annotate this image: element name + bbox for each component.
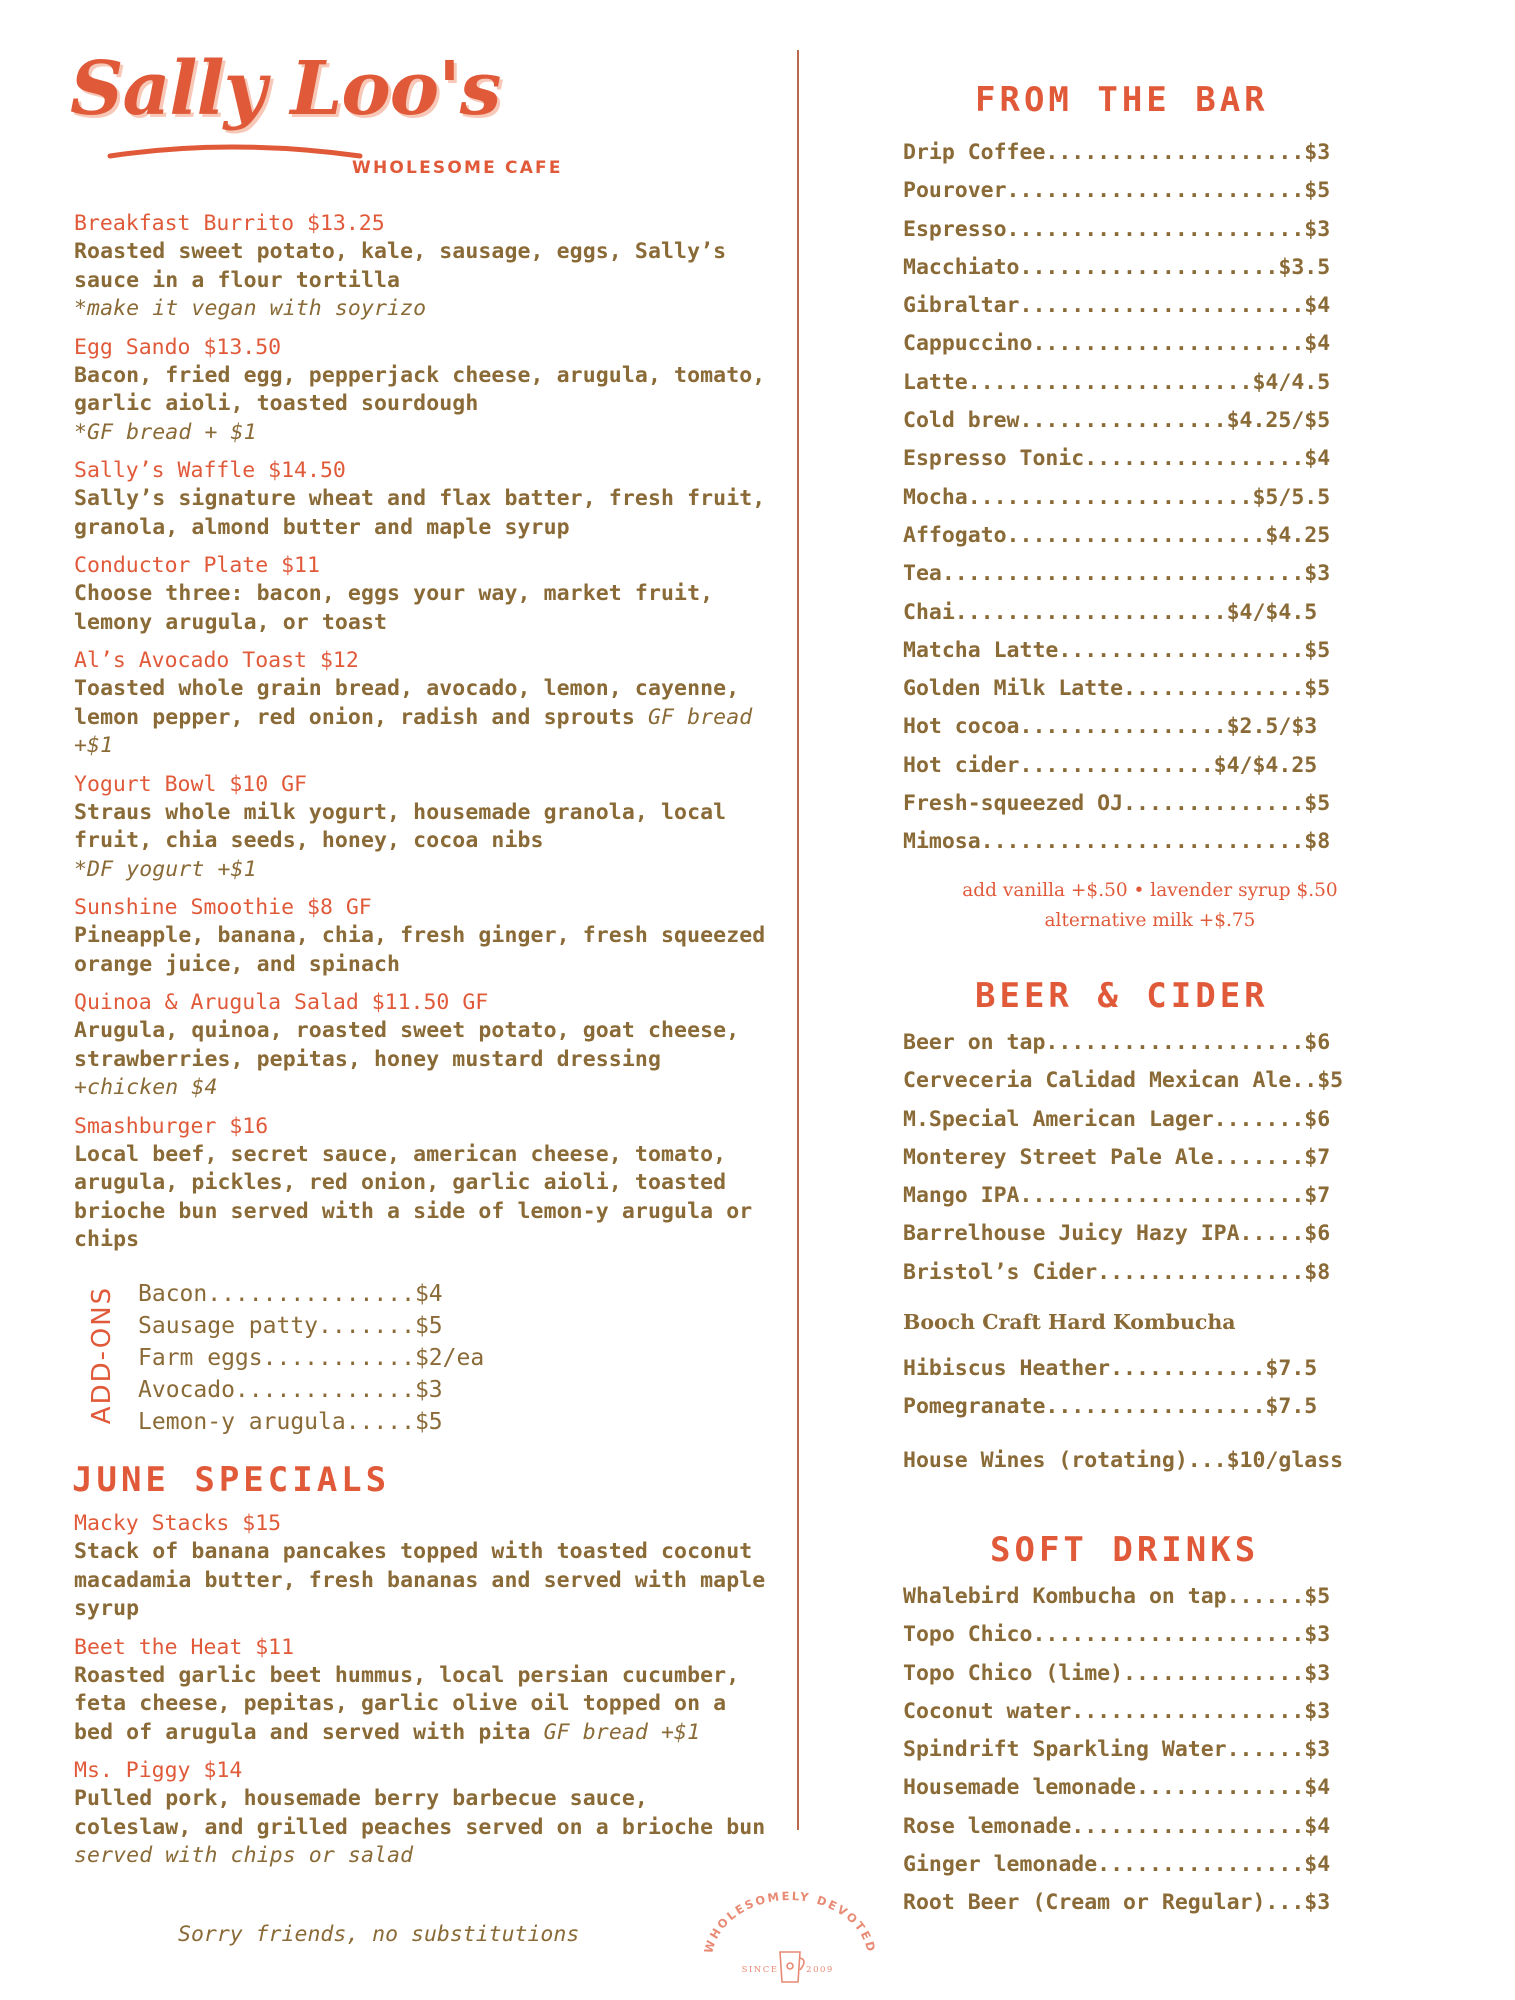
menu-item-desc — [74, 922, 774, 979]
bar-addon-line2: alternative milk +$.75 — [1044, 910, 1256, 931]
menu-item — [74, 1757, 774, 1871]
menu-item-desc — [74, 1141, 774, 1255]
drink-row: Hot cocoa................$2.5/$3 — [903, 714, 1318, 740]
drink-row: Tea............................$3 — [903, 561, 1331, 587]
menu-item-title: Egg Sando $13.50 — [74, 334, 282, 360]
addons-list — [138, 1278, 484, 1438]
drink-row: Barrelhouse Juicy Hazy IPA.....$6 — [903, 1221, 1331, 1247]
drink-row: Rose lemonade..................$4 — [903, 1813, 1331, 1839]
menu-item-desc-text: Bacon, fried egg, pepperjack cheese, arugula, tomato, garlic aioli, toasted sourdough — [74, 362, 766, 416]
drink-row: Cold brew................$4.25/$5 — [903, 408, 1331, 434]
drink-row: Drip Coffee....................$3 — [903, 140, 1331, 165]
booch-heading: Booch Craft Hard Kombucha — [903, 1310, 1236, 1334]
cafe-logo — [70, 46, 563, 186]
drink-row: Pourover.......................$5 — [903, 178, 1331, 204]
menu-item — [74, 1113, 774, 1255]
menu-item-desc — [74, 675, 774, 761]
pitcher-icon — [780, 1952, 804, 1982]
seal-top-text: WHOLESOMELY DEVOTED — [701, 1890, 879, 1955]
menu-item-title: Ms. Piggy $14 — [74, 1758, 243, 1783]
drink-row: Whalebird Kombucha on tap......$5 — [903, 1584, 1331, 1609]
menu-item-note: GF bread +$1 — [74, 704, 753, 758]
drink-row: Golden Milk Latte..............$5 — [903, 676, 1331, 702]
menu-item-note: *GF bread + $1 — [74, 419, 257, 445]
drink-row: Cerveceria Calidad Mexican Ale..$5 — [903, 1068, 1344, 1094]
drink-row: Pomegranate.................$7.5 — [903, 1394, 1318, 1420]
menu-item-desc — [74, 485, 774, 542]
drink-row: M.Special American Lager.......$6 — [903, 1106, 1331, 1132]
footer-note: Sorry friends, no substitutions — [178, 1922, 580, 1947]
menu-item-title: Quinoa & Arugula Salad $11.50 GF — [74, 990, 489, 1015]
menu-item-desc — [74, 1785, 774, 1871]
soft-drink-list — [903, 1578, 1423, 1923]
drink-row: Coconut water..................$3 — [903, 1698, 1331, 1724]
menu-item — [74, 989, 774, 1103]
menu-item — [74, 771, 774, 885]
seal-year: 2009 — [806, 1965, 834, 1975]
drink-row: Matcha Latte...................$5 — [903, 637, 1331, 663]
svg-text:WHOLESOMELY DEVOTED — [701, 1890, 878, 1955]
menu-item-desc-text: Sally’s signature wheat and flax batter, fresh fruit, granola, almond butter and maple syrup — [74, 486, 766, 540]
menu-item-title: Macky Stacks $15 — [74, 1511, 282, 1536]
menu-item-desc-text: Straus whole milk yogurt, housemade granola, local fruit, chia seeds, honey, cocoa nibs — [74, 799, 727, 853]
menu-item-desc-text: Roasted sweet potato, kale, sausage, eggs, Sally’s sauce in a flour tortilla — [74, 239, 727, 293]
addon-row: Bacon...............$4 — [138, 1281, 443, 1307]
bar-heading: FROM THE BAR — [975, 80, 1269, 120]
menu-item-note: +chicken $4 — [74, 1075, 218, 1100]
menu-item — [74, 1510, 774, 1624]
menu-item-desc — [74, 799, 774, 856]
drink-row: Espresso.......................$3 — [903, 216, 1331, 242]
menu-item-note: *make it vegan with soyrizo — [74, 296, 427, 321]
menu-item-desc — [74, 238, 774, 295]
addon-row: Sausage patty.......$5 — [138, 1313, 443, 1339]
drink-row: Cappuccino.....................$4 — [903, 331, 1331, 357]
menu-item-title: Al’s Avocado Toast $12 — [74, 648, 359, 673]
menu-item — [74, 552, 774, 637]
drink-row: Bristol’s Cider................$8 — [903, 1259, 1331, 1285]
menu-item-desc-text: Arugula, quinoa, roasted sweet potato, goat cheese, strawberries, pepitas, honey mustard dressing — [74, 1018, 740, 1072]
menu-item-note: GF bread +$1 — [543, 1719, 701, 1745]
menu-item-desc-text: Toasted whole grain bread, avocado, lemon, cayenne, lemon pepper, red onion, radish and sprouts — [74, 676, 740, 730]
drink-row: Monterey Street Pale Ale.......$7 — [903, 1144, 1331, 1170]
bar-addon-note — [900, 876, 1400, 936]
menu-item-title: Smashburger $16 — [74, 1113, 269, 1139]
drink-row: Ginger lemonade................$4 — [903, 1852, 1331, 1878]
column-divider — [797, 50, 799, 1830]
drink-row: Mimosa.........................$8 — [903, 829, 1331, 855]
menu-item-desc — [74, 580, 774, 637]
menu-item-desc — [74, 1538, 774, 1624]
menu-item-desc-text: Local beef, secret sauce, american cheese, tomato, arugula, pickles, red onion, garlic aioli, toasted brioche bun served with a side of lemon-y arugula or chips — [74, 1141, 753, 1252]
menu-item-title: Breakfast Burrito $13.25 — [74, 211, 385, 236]
food-menu — [74, 210, 774, 1265]
drink-row: Macchiato....................$3.5 — [903, 254, 1331, 280]
menu-item-note: *DF yogurt +$1 — [74, 856, 257, 882]
addon-row: Avocado.............$3 — [138, 1377, 443, 1403]
menu-item-title: Sally’s Waffle $14.50 — [74, 458, 346, 483]
soft-drinks-heading: SOFT DRINKS — [990, 1530, 1260, 1570]
menu-item-desc-text: Roasted garlic beet hummus, local persian cucumber, feta cheese, pepitas, garlic olive oil topped on a bed of arugula and served with pita — [74, 1662, 740, 1745]
logo-script: Sally Loo's — [70, 46, 501, 132]
menu-item-desc-text: Stack of banana pancakes topped with toasted coconut macadamia butter, fresh bananas and served with maple syrup — [74, 1539, 766, 1621]
menu-item-title: Conductor Plate $11 — [74, 553, 320, 578]
addon-row: Lemon-y arugula.....$5 — [138, 1409, 443, 1435]
drink-row: Beer on tap....................$6 — [903, 1030, 1331, 1055]
house-wine-row: House Wines (rotating)...$10/glass — [903, 1448, 1344, 1473]
menu-item — [74, 647, 774, 761]
beer-drink-list — [903, 1024, 1423, 1292]
menu-item-desc-text: Choose three: bacon, eggs your way, market fruit, lemony arugula, or toast — [74, 581, 714, 635]
menu-item-desc-text: Pulled pork, housemade berry barbecue sauce, coleslaw, and grilled peaches served on a brioche bun — [74, 1786, 766, 1840]
menu-item — [74, 1634, 774, 1748]
seal-since: SINCE — [741, 1965, 779, 1975]
drink-row: Hot cider...............$4/$4.25 — [903, 752, 1318, 778]
wholesomely-devoted-seal — [690, 1890, 890, 1990]
drink-row: Mocha......................$5/5.5 — [903, 484, 1331, 510]
logo-subtitle: WHOLESOME CAFE — [352, 158, 563, 178]
drink-row: Latte......................$4/4.5 — [903, 369, 1331, 395]
specials-list — [74, 1510, 774, 1881]
drink-row: Housemade lemonade.............$4 — [903, 1775, 1331, 1801]
drink-row: Spindrift Sparkling Water......$3 — [903, 1737, 1331, 1763]
drink-row: Fresh-squeezed OJ..............$5 — [903, 791, 1331, 817]
menu-item — [74, 334, 774, 448]
drink-row: Affogato....................$4.25 — [903, 522, 1331, 548]
drink-row: Chai.....................$4/$4.5 — [903, 599, 1318, 625]
addon-row: Farm eggs...........$2/ea — [138, 1345, 485, 1371]
menu-item — [74, 894, 774, 979]
menu-item-desc-text: Pineapple, banana, chia, fresh ginger, fresh squeezed orange juice, and spinach — [74, 923, 766, 977]
menu-item-desc — [74, 1662, 774, 1748]
drink-row: Espresso Tonic.................$4 — [903, 446, 1331, 472]
menu-item — [74, 210, 774, 324]
drink-row: Hibiscus Heather............$7.5 — [903, 1356, 1318, 1381]
beer-heading: BEER & CIDER — [975, 976, 1269, 1016]
booch-drink-list — [903, 1350, 1423, 1427]
menu-item-title: Yogurt Bowl $10 GF — [74, 771, 307, 797]
bar-addon-line1: add vanilla +$.50 • lavender syrup $.50 — [962, 880, 1338, 901]
menu-item-desc — [74, 1017, 774, 1103]
drink-row: Root Beer (Cream or Regular)...$3 — [903, 1890, 1331, 1916]
specials-heading: JUNE SPECIALS — [72, 1460, 391, 1500]
bar-drink-list — [903, 134, 1423, 862]
menu-item-title: Sunshine Smoothie $8 GF — [74, 895, 372, 920]
drink-row: Gibraltar......................$4 — [903, 293, 1331, 319]
addons-section — [74, 1278, 574, 1438]
drink-row: Topo Chico.....................$3 — [903, 1622, 1331, 1648]
menu-item-desc — [74, 362, 774, 419]
menu-item — [74, 457, 774, 542]
drink-row: Mango IPA......................$7 — [903, 1183, 1331, 1209]
menu-item-note: served with chips or salad — [74, 1843, 414, 1868]
drink-row: Topo Chico (lime)..............$3 — [903, 1660, 1331, 1686]
addons-label: ADD-ONS — [87, 1285, 117, 1425]
menu-item-title: Beet the Heat $11 — [74, 1634, 295, 1660]
